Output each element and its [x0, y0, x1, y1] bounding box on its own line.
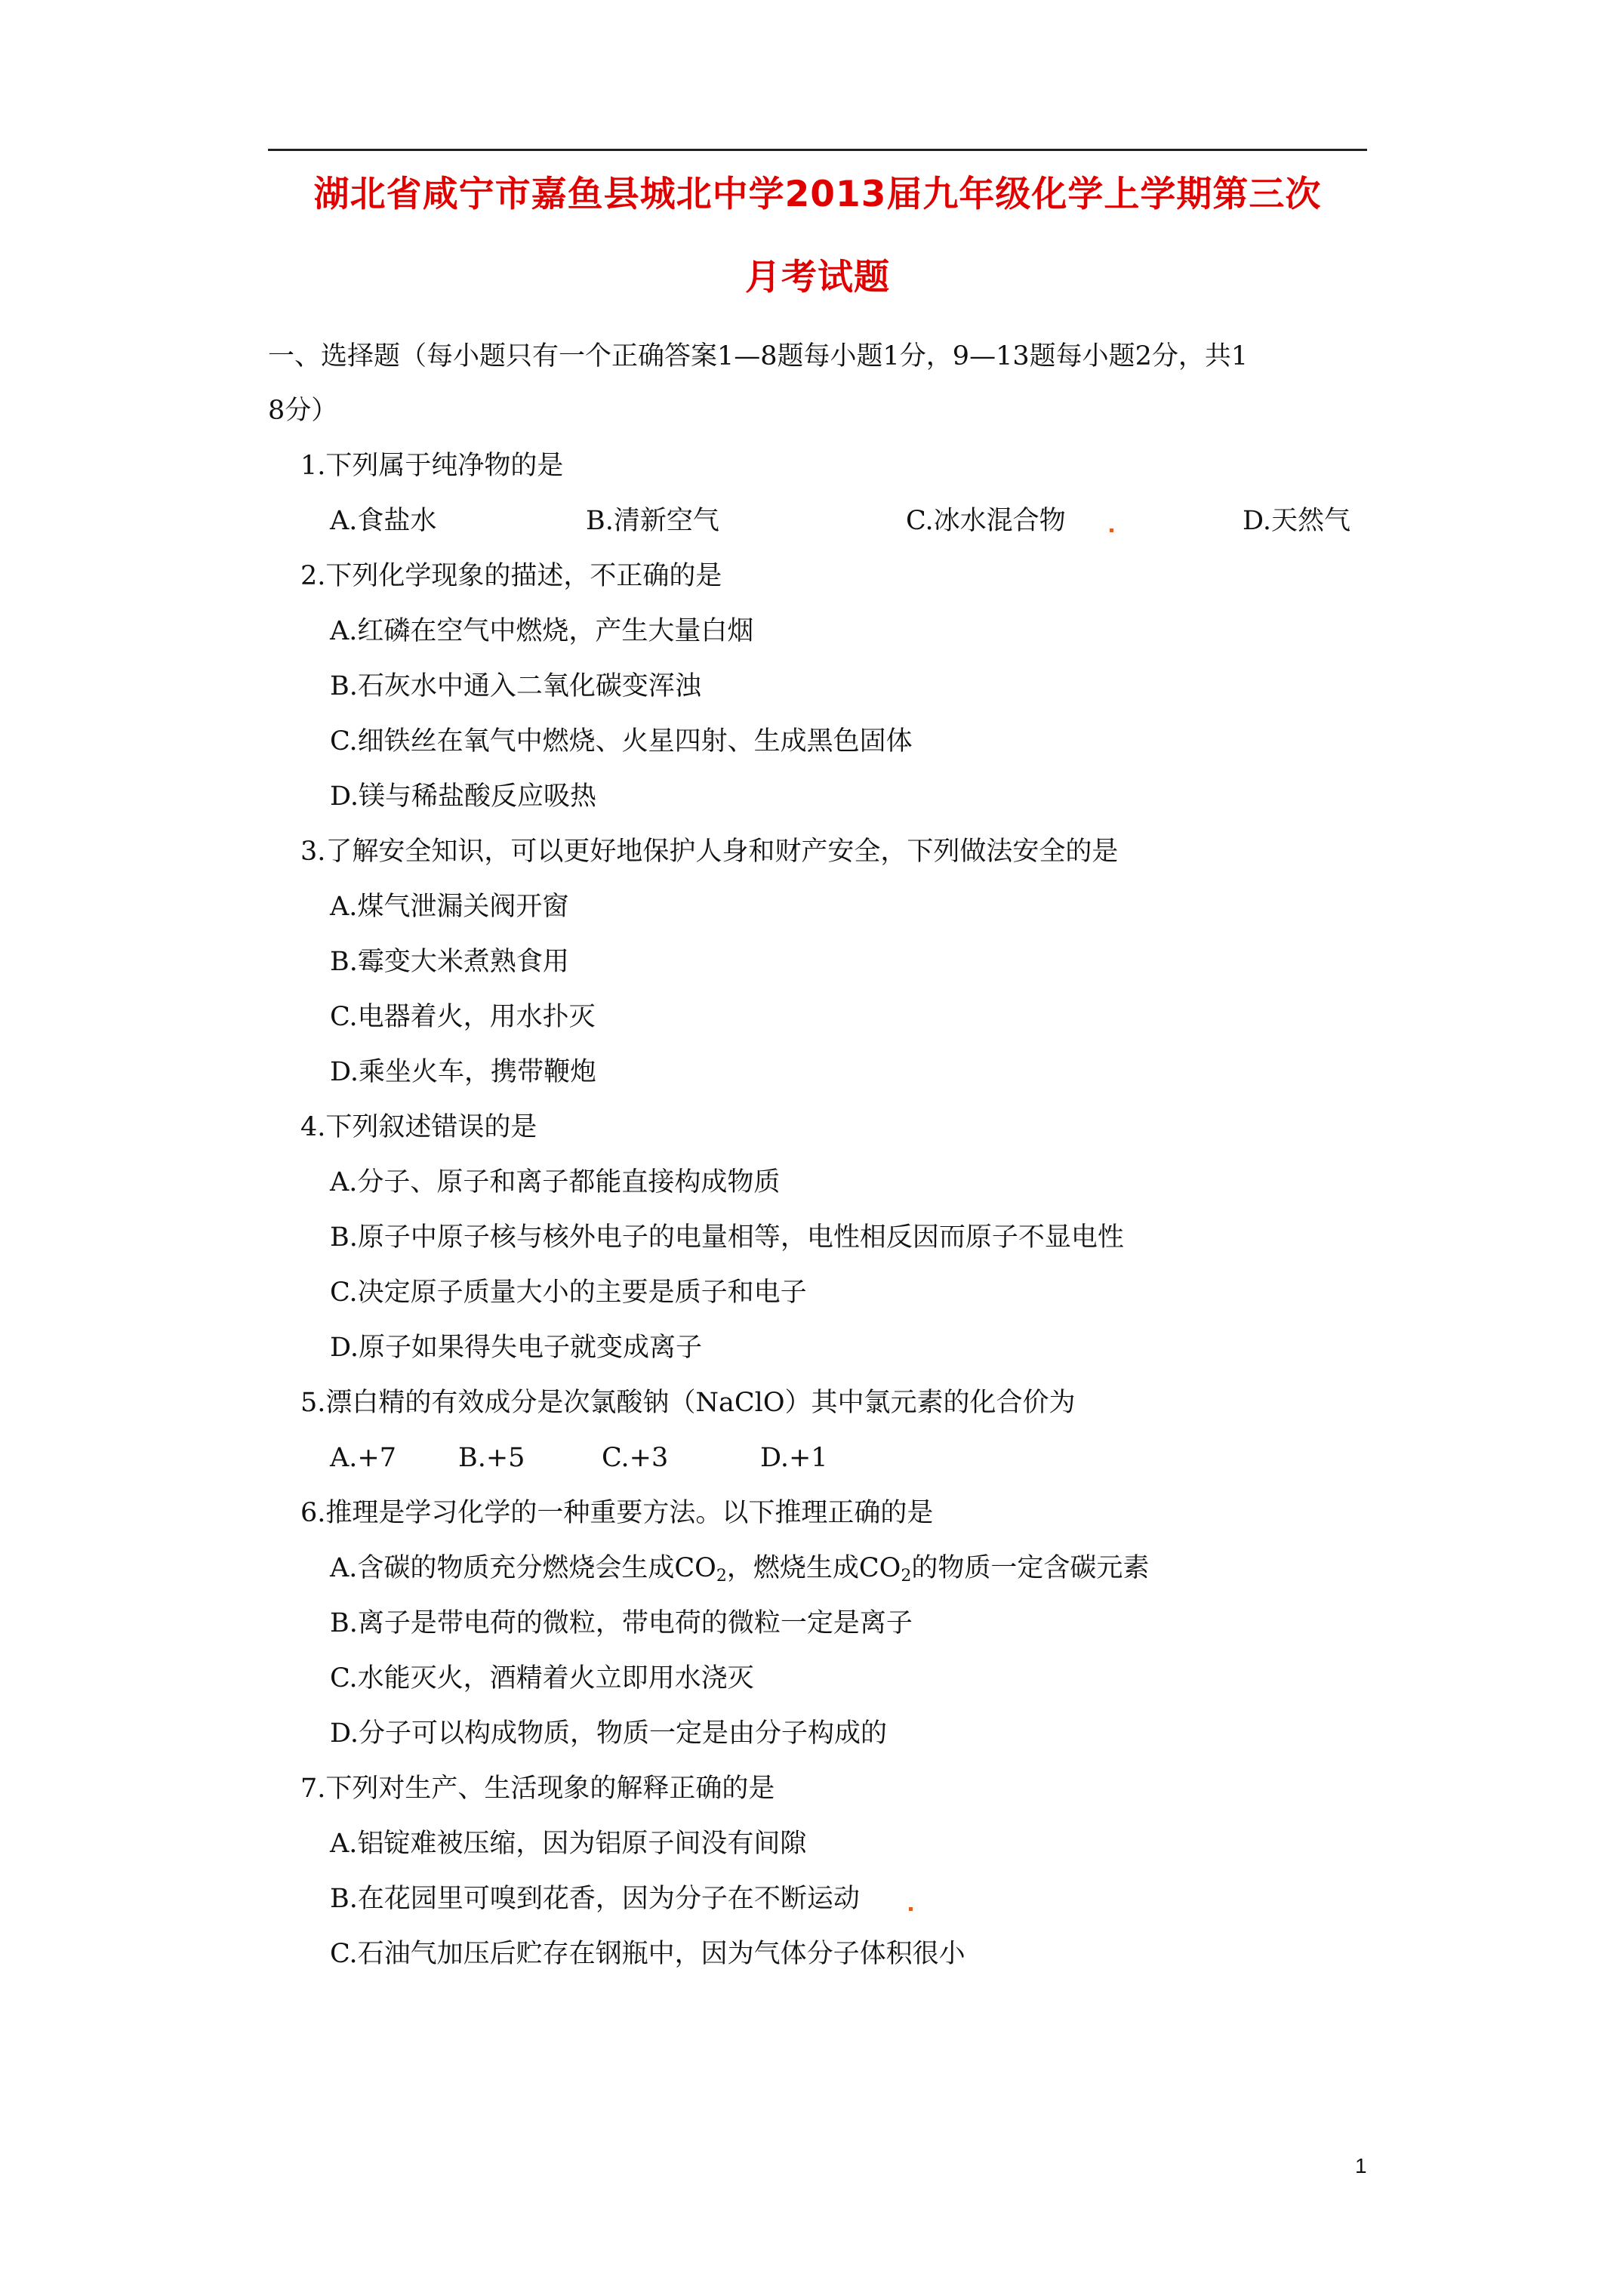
question-4-option-a: A.分子、原子和离子都能直接构成物质 [330, 1167, 781, 1197]
question-5-option-d: D.+1 [760, 1443, 828, 1473]
question-3-option-d: D.乘坐火车，携带鞭炮 [330, 1057, 596, 1087]
section-heading: 一、选择题（每小题只有一个正确答案1—8题每小题1分，9—13题每小题2分，共1 [268, 341, 1249, 371]
question-7-option-a: A.铝锭难被压缩，因为铝原子间没有间隙 [330, 1829, 807, 1859]
page-number: 1 [1355, 2154, 1367, 2177]
subscript-2: 2 [901, 1567, 912, 1586]
question-3-option-b: B.霉变大米煮熟食用 [330, 947, 569, 977]
question-7-stem: 7.下列对生产、生活现象的解释正确的是 [300, 1774, 775, 1804]
question-2-option-b: B.石灰水中通入二氧化碳变浑浊 [330, 671, 701, 701]
question-1-option-a: A.食盐水 [330, 506, 437, 536]
question-2-stem: 2.下列化学现象的描述，不正确的是 [300, 561, 722, 591]
question-5-stem: 5.漂白精的有效成分是次氯酸钠（NaClO）其中氯元素的化合价为 [300, 1388, 1076, 1418]
question-1-option-c: C.冰水混合物 [906, 506, 1066, 536]
question-6-option-a-text-2: ，燃烧生成CO [726, 1553, 901, 1583]
question-1-stem: 1.下列属于纯净物的是 [300, 451, 564, 481]
subscript-2: 2 [716, 1567, 727, 1586]
question-5-option-c: C.+3 [602, 1443, 669, 1473]
question-5-option-a: A.+7 [330, 1443, 396, 1473]
section-heading-cont: 8分） [268, 396, 338, 426]
question-4-stem: 4.下列叙述错误的是 [300, 1112, 537, 1142]
question-2-option-d: D.镁与稀盐酸反应吸热 [330, 781, 596, 812]
question-1-option-d: D.天然气 [1243, 506, 1350, 536]
orange-dot-mark [909, 1907, 913, 1911]
question-6-option-c: C.水能灭火，酒精着火立即用水浇灭 [330, 1663, 754, 1693]
question-4-option-b: B.原子中原子核与核外电子的电量相等，电性相反因而原子不显电性 [330, 1222, 1124, 1253]
page-title-line-2: 月考试题 [745, 257, 890, 298]
orange-dot-mark [1110, 529, 1113, 532]
question-6-option-b: B.离子是带电荷的微粒，带电荷的微粒一定是离子 [330, 1608, 913, 1638]
page-title-line-1: 湖北省咸宁市嘉鱼县城北中学2013届九年级化学上学期第三次 [313, 174, 1322, 215]
question-4-option-d: D.原子如果得失电子就变成离子 [330, 1333, 702, 1363]
top-rule [268, 149, 1367, 151]
question-3-option-a: A.煤气泄漏关阀开窗 [330, 892, 569, 922]
question-6-option-d: D.分子可以构成物质，物质一定是由分子构成的 [330, 1718, 887, 1749]
question-7-option-b: B.在花园里可嗅到花香，因为分子在不断运动 [330, 1884, 860, 1914]
question-2-option-a: A.红磷在空气中燃烧，产生大量白烟 [330, 616, 754, 646]
question-1-option-b: B.清新空气 [586, 506, 719, 536]
question-5-option-b: B.+5 [458, 1443, 525, 1473]
question-3-option-c: C.电器着火，用水扑灭 [330, 1002, 596, 1032]
question-4-option-c: C.决定原子质量大小的主要是质子和电子 [330, 1277, 807, 1308]
question-6-stem: 6.推理是学习化学的一种重要方法。以下推理正确的是 [300, 1498, 934, 1528]
question-7-option-c: C.石油气加压后贮存在钢瓶中，因为气体分子体积很小 [330, 1939, 965, 1969]
question-3-stem: 3.了解安全知识，可以更好地保护人身和财产安全，下列做法安全的是 [300, 837, 1119, 867]
question-2-option-c: C.细铁丝在氧气中燃烧、火星四射、生成黑色固体 [330, 726, 913, 757]
question-6-option-a [330, 1552, 1149, 1593]
question-6-option-a-text-1: A.含碳的物质充分燃烧会生成CO [330, 1553, 716, 1583]
question-6-option-a-text-3: 的物质一定含碳元素 [911, 1553, 1150, 1583]
